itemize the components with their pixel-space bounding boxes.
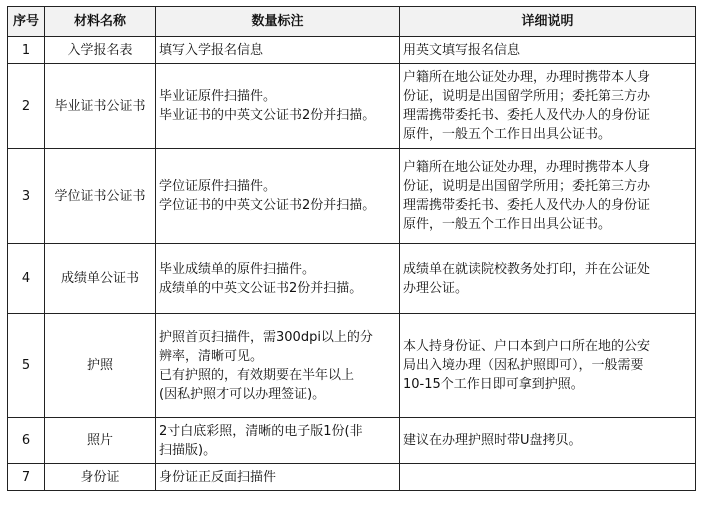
- row-qty: 填写入学报名信息: [156, 37, 400, 64]
- table-row: [8, 418, 696, 464]
- row-num: 7: [8, 464, 45, 491]
- row-qty: 毕业证原件扫描件。 毕业证书的中英文公证书2份并扫描。: [156, 64, 400, 149]
- header-detail: 详细说明: [400, 7, 696, 37]
- row-detail: 户籍所在地公证处办理，办理时携带本人身 份证，说明是出国留学所用；委托第三方办 理需携带委托书、委托人及代办人的身份证 原件，一般五个工作日出具公证书。: [400, 64, 696, 149]
- row-num: 3: [8, 149, 45, 244]
- row-name: 毕业证书公证书: [45, 64, 156, 149]
- row-qty: 护照首页扫描件，需300dpi以上的分 辨率，清晰可见。 已有护照的，有效期要在半年以上 (因私护照才可以办理签证)。: [156, 314, 400, 418]
- row-qty: 身份证正反面扫描件: [156, 464, 400, 491]
- row-qty: 2寸白底彩照，清晰的电子版1份(非 扫描版)。: [156, 418, 400, 464]
- table-row: [8, 37, 696, 64]
- row-detail: [400, 464, 696, 491]
- table-row: [8, 314, 696, 418]
- row-name: 照片: [45, 418, 156, 464]
- row-num: 6: [8, 418, 45, 464]
- row-name: 护照: [45, 314, 156, 418]
- row-name: 学位证书公证书: [45, 149, 156, 244]
- header-name: 材料名称: [45, 7, 156, 37]
- row-detail: 本人持身份证、户口本到户口所在地的公安 局出入境办理（因私护照即可），一般需要 10-15个工作日即可拿到护照。: [400, 314, 696, 418]
- table-row: [8, 64, 696, 149]
- materials-table: [7, 6, 696, 491]
- row-name: 身份证: [45, 464, 156, 491]
- row-detail: 成绩单在就读院校教务处打印，并在公证处 办理公证。: [400, 244, 696, 314]
- row-num: 5: [8, 314, 45, 418]
- table-row: [8, 149, 696, 244]
- row-name: 成绩单公证书: [45, 244, 156, 314]
- row-name: 入学报名表: [45, 37, 156, 64]
- header-num: 序号: [8, 7, 45, 37]
- table-header-row: [8, 7, 696, 37]
- row-num: 4: [8, 244, 45, 314]
- table-row: [8, 464, 696, 491]
- table-row: [8, 244, 696, 314]
- header-qty: 数量标注: [156, 7, 400, 37]
- row-qty: 学位证原件扫描件。 学位证书的中英文公证书2份并扫描。: [156, 149, 400, 244]
- row-num: 2: [8, 64, 45, 149]
- row-detail: 户籍所在地公证处办理，办理时携带本人身 份证，说明是出国留学所用；委托第三方办 理需携带委托书、委托人及代办人的身份证 原件，一般五个工作日出具公证书。: [400, 149, 696, 244]
- row-num: 1: [8, 37, 45, 64]
- row-detail: 用英文填写报名信息: [400, 37, 696, 64]
- row-detail: 建议在办理护照时带U盘拷贝。: [400, 418, 696, 464]
- row-qty: 毕业成绩单的原件扫描件。 成绩单的中英文公证书2份并扫描。: [156, 244, 400, 314]
